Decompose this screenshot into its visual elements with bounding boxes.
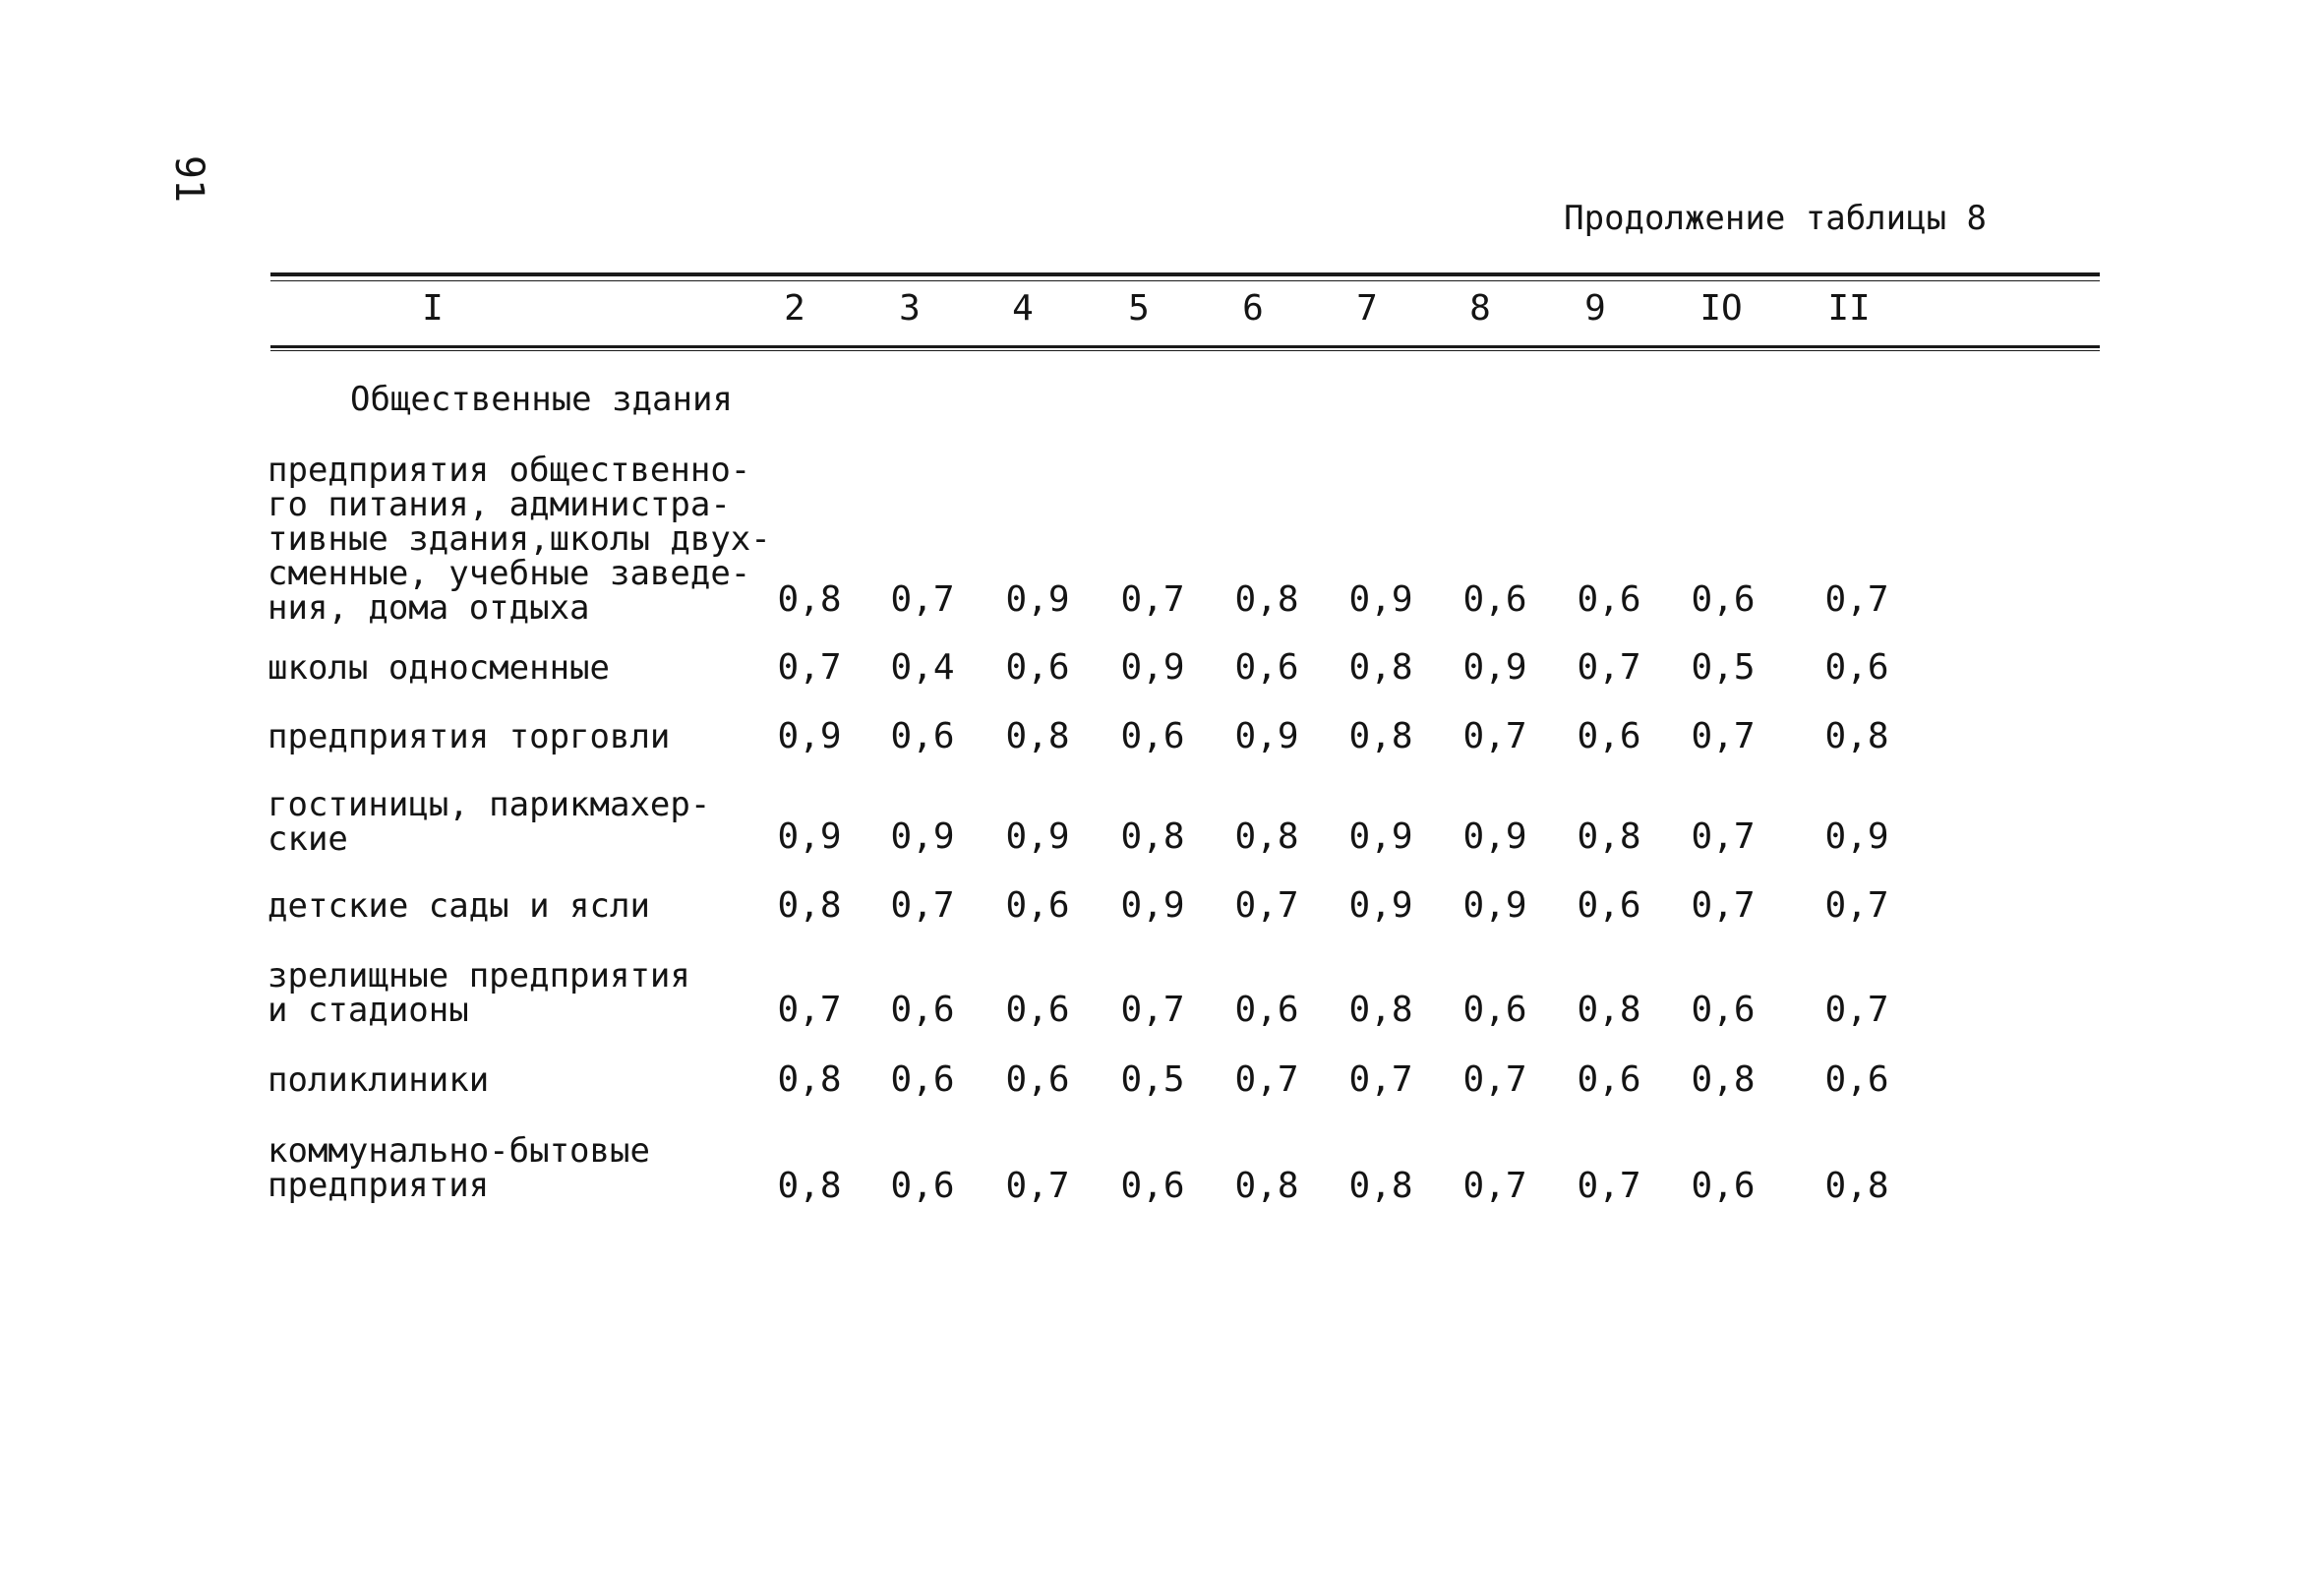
- table-cell: 0,7: [1234, 885, 1299, 926]
- table-top-rule-thin: [270, 280, 2100, 281]
- row-label: [268, 886, 779, 926]
- table-cell: 0,6: [1824, 647, 1889, 688]
- table-cell: 0,6: [1005, 647, 1070, 688]
- table-cell: 0,7: [1691, 885, 1756, 926]
- table-cell: 0,6: [1577, 885, 1641, 926]
- table-cell: 0,6: [1234, 647, 1299, 688]
- table-cell: 0,8: [1577, 990, 1641, 1030]
- column-header: 9: [1584, 288, 1606, 329]
- table-cell: 0,5: [1691, 647, 1756, 688]
- table-cell: 0,8: [777, 1166, 842, 1206]
- row-label-line: поликлиники: [268, 1060, 490, 1100]
- table-cell: 0,7: [1824, 579, 1889, 620]
- table-cell: 0,6: [1691, 990, 1756, 1030]
- row-label-line: тивные здания,школы двух-: [268, 519, 771, 559]
- row-label-line: предприятия торговли: [268, 717, 671, 756]
- table-cell: 0,6: [1120, 1166, 1185, 1206]
- table-cell: 0,9: [1005, 816, 1070, 857]
- table-cell: 0,8: [1348, 647, 1413, 688]
- table-cell: 0,6: [1462, 579, 1527, 620]
- table-cell: 0,6: [1234, 990, 1299, 1030]
- row-label: [268, 1131, 779, 1205]
- table-cell: 0,7: [1824, 885, 1889, 926]
- table-cell: 0,9: [1824, 816, 1889, 857]
- table-cell: 0,6: [1005, 1059, 1070, 1100]
- column-header: II: [1827, 288, 1871, 329]
- table-cell: 0,8: [1234, 1166, 1299, 1206]
- table-cell: 0,9: [1234, 716, 1299, 756]
- table-cell: 0,7: [1005, 1166, 1070, 1206]
- table-cell: 0,9: [777, 716, 842, 756]
- header-bottom-rule-thin: [270, 350, 2100, 351]
- row-label-line: сменные, учебные заведе-: [268, 554, 751, 593]
- table-cell: 0,8: [1691, 1059, 1756, 1100]
- table-cell: 0,7: [890, 579, 955, 620]
- page-number: 91: [166, 154, 211, 204]
- table-cell: 0,9: [890, 816, 955, 857]
- row-label-line: и стадионы: [268, 991, 469, 1030]
- table-cell: 0,7: [1691, 716, 1756, 756]
- table-cell: 0,6: [1005, 885, 1070, 926]
- table-cell: 0,7: [777, 647, 842, 688]
- row-label: [268, 1060, 779, 1100]
- column-header: 8: [1469, 288, 1491, 329]
- table-cell: 0,9: [1120, 647, 1185, 688]
- table-cell: 0,8: [1348, 990, 1413, 1030]
- table-cell: 0,7: [1462, 1166, 1527, 1206]
- table-cell: 0,8: [1120, 816, 1185, 857]
- table-cell: 0,8: [777, 885, 842, 926]
- table-cell: 0,9: [1348, 816, 1413, 857]
- table-cell: 0,8: [777, 579, 842, 620]
- table-cell: 0,9: [1348, 579, 1413, 620]
- column-header: 2: [784, 288, 805, 329]
- table-cell: 0,6: [1824, 1059, 1889, 1100]
- table-cell: 0,6: [1691, 1166, 1756, 1206]
- header-bottom-rule: [270, 345, 2100, 348]
- table-cell: 0,8: [1577, 816, 1641, 857]
- row-label: [268, 453, 779, 626]
- table-cell: 0,8: [1824, 716, 1889, 756]
- table-cell: 0,8: [1005, 716, 1070, 756]
- table-cell: 0,6: [1005, 990, 1070, 1030]
- table-cell: 0,6: [1462, 990, 1527, 1030]
- table-cell: 0,6: [1577, 579, 1641, 620]
- row-label-line: коммунально-бытовые: [268, 1131, 650, 1171]
- row-label-line: ния, дома отдыха: [268, 588, 590, 628]
- column-header: 7: [1356, 288, 1378, 329]
- table-cell: 0,9: [1120, 885, 1185, 926]
- column-header: 3: [899, 288, 921, 329]
- table-cell: 0,5: [1120, 1059, 1185, 1100]
- table-cell: 0,9: [1348, 885, 1413, 926]
- row-label-line: го питания, администра-: [268, 485, 731, 524]
- row-label: [268, 648, 779, 688]
- table-cell: 0,7: [1577, 1166, 1641, 1206]
- row-label: [268, 956, 779, 1030]
- table-cell: 0,6: [1120, 716, 1185, 756]
- row-label-line: предприятия: [268, 1166, 490, 1205]
- table-cell: 0,7: [1824, 990, 1889, 1030]
- row-label-line: школы односменные: [268, 648, 610, 688]
- table-cell: 0,7: [1691, 816, 1756, 857]
- table-cell: 0,8: [777, 1059, 842, 1100]
- section-title: Общественные здания: [350, 380, 733, 419]
- table-cell: 0,7: [1462, 716, 1527, 756]
- table-cell: 0,6: [1691, 579, 1756, 620]
- table-cell: 0,8: [1234, 816, 1299, 857]
- column-header: 4: [1012, 288, 1034, 329]
- row-label-line: предприятия общественно-: [268, 451, 751, 490]
- table-cell: 0,9: [1462, 647, 1527, 688]
- row-label-line: детские сады и ясли: [268, 886, 650, 926]
- table-cell: 0,7: [1234, 1059, 1299, 1100]
- table-cell: 0,8: [1348, 1166, 1413, 1206]
- table-cell: 0,9: [777, 816, 842, 857]
- table-cell: 0,8: [1234, 579, 1299, 620]
- column-header: 6: [1242, 288, 1264, 329]
- table-cell: 0,8: [1348, 716, 1413, 756]
- table-cell: 0,6: [1577, 716, 1641, 756]
- row-label-line: гостиницы, парикмахер-: [268, 785, 711, 824]
- column-header: 5: [1128, 288, 1150, 329]
- table-cell: 0,6: [1577, 1059, 1641, 1100]
- table-cell: 0,8: [1824, 1166, 1889, 1206]
- table-cell: 0,7: [1462, 1059, 1527, 1100]
- column-header: IO: [1699, 288, 1743, 329]
- table-cell: 0,7: [890, 885, 955, 926]
- table-cell: 0,6: [890, 990, 955, 1030]
- column-header: I: [422, 288, 444, 329]
- table-cell: 0,7: [1577, 647, 1641, 688]
- table-cell: 0,6: [890, 1059, 955, 1100]
- table-cell: 0,6: [890, 716, 955, 756]
- row-label-line: зрелищные предприятия: [268, 956, 690, 996]
- table-cell: 0,4: [890, 647, 955, 688]
- table-cell: 0,9: [1462, 885, 1527, 926]
- row-label: [268, 785, 779, 859]
- row-label-line: ские: [268, 819, 348, 859]
- table-cell: 0,7: [1120, 579, 1185, 620]
- table-cell: 0,7: [1348, 1059, 1413, 1100]
- table-cell: 0,9: [1462, 816, 1527, 857]
- row-label: [268, 717, 779, 756]
- table-cell: 0,9: [1005, 579, 1070, 620]
- table-top-rule: [270, 272, 2100, 276]
- table-cell: 0,7: [1120, 990, 1185, 1030]
- table-cell: 0,6: [890, 1166, 955, 1206]
- table-cell: 0,7: [777, 990, 842, 1030]
- table-caption: Продолжение таблицы 8: [1564, 199, 1987, 238]
